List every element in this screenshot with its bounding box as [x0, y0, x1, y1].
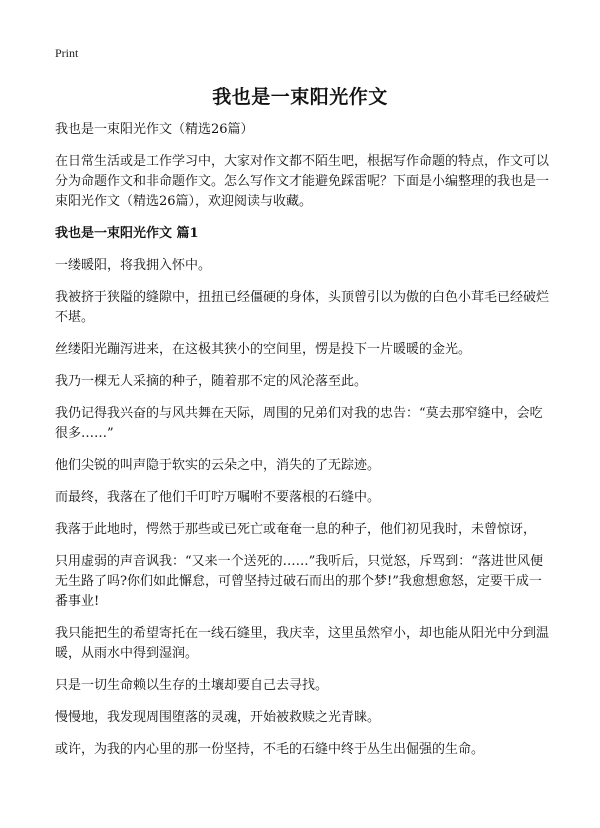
paragraph: 而最终，我落在了他们千叮咛万嘱咐不要落根的石缝中。 — [55, 490, 381, 505]
paragraph: 我落于此地时，愕然于那些或已死亡或奄奄一息的种子，他们初见我时，未曾惊讶， — [55, 522, 537, 537]
paragraph: 慢慢地，我发现周围堕落的灵魂，开始被救赎之光青睐。 — [55, 710, 381, 725]
page-title: 我也是一束阳光作文 — [212, 86, 388, 108]
section-heading: 我也是一束阳光作文 篇1 — [55, 226, 199, 241]
paragraph: 我只能把生的希望寄托在一线石缝里，我庆幸，这里虽然窄小，却也能从阳光中分到温暖，从雨水中得到湿润。 — [55, 626, 550, 661]
paragraph: 丝缕阳光蹦泻进来，在这极其狭小的空间里，愣是投下一片暖暖的金光。 — [55, 342, 472, 357]
paragraph: 我被挤于狭隘的缝隙中，扭扭已经僵硬的身体，头顶曾引以为傲的白色小茸毛已经破烂不堪。 — [55, 290, 550, 325]
paragraph: 只用虚弱的声音讽我：“又来一个送死的……”我听后，只觉怒，斥骂到：“落进世风便无生路了吗?你们如此懈怠，可曾坚持过破石而出的那个梦!”我愈想愈怒，定要干成一番事业! — [55, 554, 543, 609]
article-body — [55, 120, 552, 772]
paragraph: 我乃一棵无人采摘的种子，随着那不定的风沦落至此。 — [55, 374, 368, 389]
article-subtitle: 我也是一束阳光作文（精选26篇） — [55, 122, 254, 137]
paragraph: 我仍记得我兴奋的与风共舞在天际，周围的兄弟们对我的忠告：“莫去那窄缝中，会吃很多……” — [55, 406, 543, 441]
article-intro: 在日常生活或是工作学习中，大家对作文都不陌生吧，根据写作命题的特点，作文可以分为命题作文和非命题作文。怎么写作文才能避免踩雷呢？下面是小编整理的我也是一束阳光作文（精选26篇），欢迎阅读与收藏。 — [55, 154, 550, 209]
print-link[interactable]: Print — [55, 46, 79, 60]
paragraph: 他们尖锐的叫声隐于软实的云朵之中，消失的了无踪迹。 — [55, 458, 381, 473]
paragraph: 只是一切生命赖以生存的土壤却要自己去寻找。 — [55, 678, 329, 693]
paragraph: 一缕暖阳，将我拥入怀中。 — [55, 258, 212, 273]
paragraph: 或许，为我的内心里的那一份坚持，不毛的石缝中终于丛生出倔强的生命。 — [55, 742, 485, 757]
